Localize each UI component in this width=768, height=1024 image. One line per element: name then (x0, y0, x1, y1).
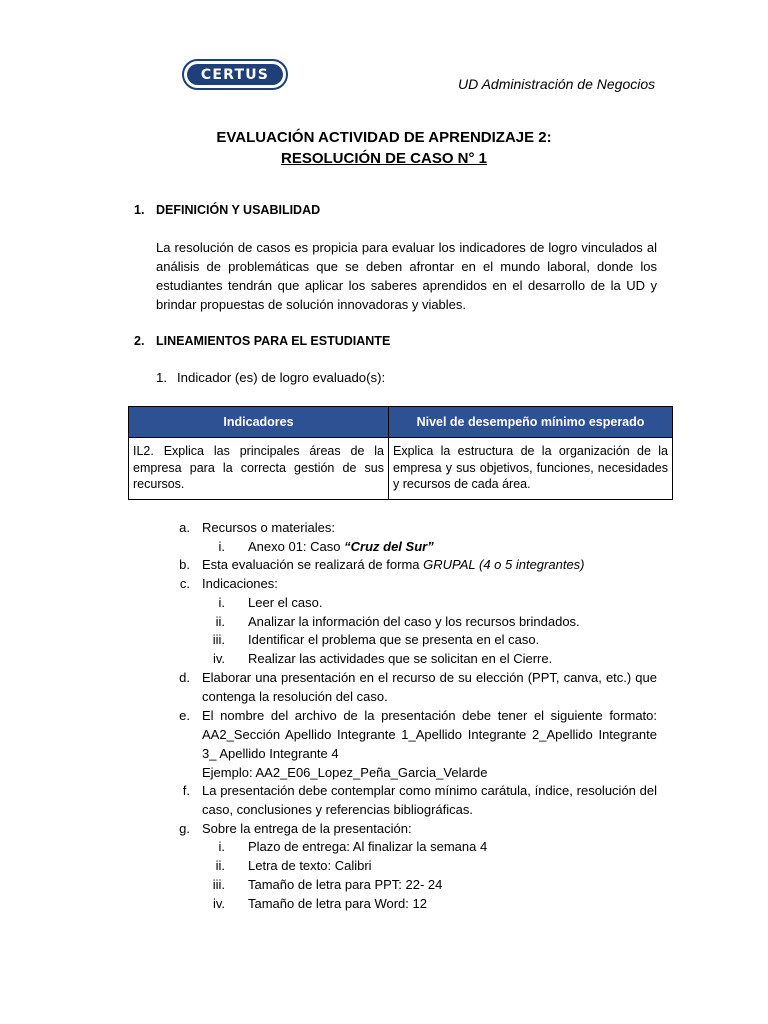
logo-text: CERTUS (200, 66, 270, 83)
document-title: EVALUACIÓN ACTIVIDAD DE APRENDIZAJE 2: (216, 129, 552, 146)
list-item: Elaborar una presentación en el recurso de su elección (PPT, canva, etc.) que contenga la resolución del caso. (202, 670, 657, 704)
table-header: Indicadores (129, 407, 389, 438)
list-item: El nombre del archivo de la presentación debe tener el siguiente formato: AA2_Sección Apellido Integrante 1_Apellido Integrante 2_Apellido Integrante 3_ Apellido Integrante 4 (202, 708, 657, 761)
unit-label: UD Administración de Negocios (458, 76, 656, 92)
document-subtitle: RESOLUCIÓN DE CASO N° 1 (280, 150, 488, 167)
table-cell: Explica la estructura de la organización de la empresa y sus objetivos, funciones, necesidades y recursos de cada área. (389, 438, 673, 500)
certus-logo (182, 59, 288, 90)
table-row (129, 438, 673, 500)
list-item: La presentación debe contemplar como mínimo carátula, índice, resolución del caso, conclusiones y referencias bibliográficas. (202, 783, 657, 817)
indicator-subheading: 1. Indicador (es) de logro evaluado(s): (156, 370, 386, 385)
table-header-row (129, 407, 673, 438)
section-1-body: La resolución de casos es propicia para evaluar los indicadores de logro vinculados al análisis de problemáticas que se deben afrontar en el mundo laboral, donde los estudiantes tendrán que aplicar los saberes aprendidos en el desarrollo de la UD y brindar propuestas de solución innovadoras y viables. (156, 240, 657, 312)
indicators-table (128, 406, 673, 500)
table-cell: IL2. Explica las principales áreas de la empresa para la correcta gestión de sus recursos. (129, 438, 389, 500)
table-header: Nivel de desempeño mínimo esperado (389, 407, 673, 438)
